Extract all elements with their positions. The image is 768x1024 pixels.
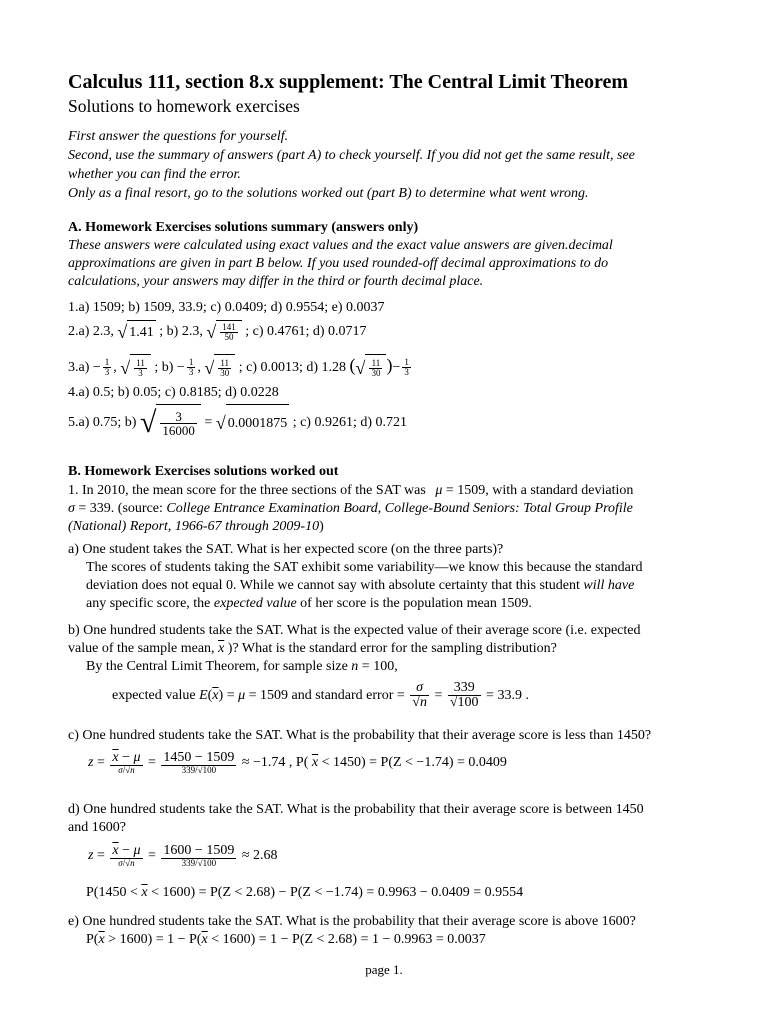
section-a-heading: A. Homework Exercises solutions summary (answers only) bbox=[68, 220, 419, 235]
answer-1: 1.a) 1509; b) 1509, 33.9; c) 0.0409; d) 0.9554; e) 0.0037 bbox=[68, 300, 385, 315]
section-b-heading: B. Homework Exercises solutions worked out bbox=[68, 464, 339, 479]
intro-line: First answer the questions for yourself. bbox=[68, 129, 289, 144]
intro-line: Second, use the summary of answers (part A) to check yourself. If you did not get the same result, see bbox=[68, 148, 635, 163]
question-b: b) One hundred students take the SAT. What is the expected value of their average score (i.e. expected bbox=[68, 623, 641, 638]
intro-line: Only as a final resort, go to the solutions worked out (part B) to determine what went wrong. bbox=[68, 186, 589, 201]
answer-e-probability: $P(\overline{x} > 1600) = 1 - P(\overline{x} < 1600) = 1 - P(Z < 2.68) = 1 - 0.9963 = 0.0037$ bbox=[86, 932, 486, 947]
section-a-note: approximations are given in part B below. If you used rounded-off decimal approximations to do bbox=[68, 256, 609, 271]
section-a-note: These answers were calculated using exact values and the exact value answers are given.decimal bbox=[68, 238, 613, 253]
sqrt-expr: √ $\frac{141}{50}$ bbox=[206, 320, 241, 344]
answer-5: 5.a) 0.75; b) √ $\frac{3}{16000}$ = √ 0.0001875 ; c) 0.9261; d) 0.721 bbox=[68, 404, 407, 442]
section-a-note: calculations, your answers may differ in the third or fourth decimal place. bbox=[68, 274, 484, 289]
intro-line: whether you can find the error. bbox=[68, 167, 241, 182]
page-subtitle: Solutions to homework exercises bbox=[68, 96, 300, 116]
page-number: page 1. bbox=[365, 962, 403, 977]
question-1-line: 1. In 2010, the mean score for the three sections of the SAT was μ = 1509, with a standard deviation bbox=[68, 483, 634, 498]
answer-3: 3.a) − $\frac{1}{3}$ , √ $\frac{11}{3}$ ; b) − $\frac{1}{3}$ , √ $\frac{11}{30}$ ; c) 0.0013; d) 1.28 (√ $\frac{11}{30}$ )− $\frac{1}{3}$ bbox=[68, 352, 413, 382]
answer-c-formula: z = $\frac{\overline{x} - \mu}{\sigma/√n}$ = $\frac{1450 - 1509}{339/√100}$ ≈ −1.74 , P( $\overline{x} < 1450) = P(Z < -1.74) = 0.0409$ bbox=[88, 749, 507, 775]
question-d: d) One hundred students take the SAT. What is the probability that their average score is between 1450 bbox=[68, 802, 644, 817]
question-1-line: σ = 339. (source: College Entrance Examination Board, College-Bound Seniors: Total Group Profile bbox=[68, 501, 633, 516]
answer-a-line: The scores of students taking the SAT exhibit some variability—we know this because the standard bbox=[86, 560, 643, 575]
answer-2: 2.a) 2.3, √ 1.41 ; b) 2.3, √ $\frac{141}{50}$ ; c) 0.4761; d) 0.0717 bbox=[68, 322, 367, 343]
answer-a-line: any specific score, the expected value of her score is the population mean 1509. bbox=[86, 596, 532, 611]
answer-a-line: deviation does not equal 0. While we cannot say with absolute certainty that this student will have bbox=[86, 578, 635, 593]
question-1-line: (National) Report, 1966-67 through 2009-10) bbox=[68, 519, 324, 534]
answer-d-formula: z = $\frac{\overline{x} - \mu}{\sigma/√n}$ = $\frac{1600 - 1509}{339/√100}$ ≈ 2.68 bbox=[88, 842, 278, 868]
answer-4: 4.a) 0.5; b) 0.05; c) 0.8185; d) 0.0228 bbox=[68, 385, 279, 400]
question-c: c) One hundred students take the SAT. What is the probability that their average score is less than 1450? bbox=[68, 728, 652, 743]
question-e: e) One hundred students take the SAT. What is the probability that their average score is above 1600? bbox=[68, 914, 636, 929]
answer-d-probability: $P(1450 < \overline{x} < 1600) = P(Z < 2.68) - P(Z < -1.74) = 0.9963 - 0.0409 = 0.9554$ bbox=[86, 885, 524, 900]
answer-b-formula: expected value $E(\overline{x}) = \mu = 1509$ and standard error = $\frac{\sigma}{√n}$ = $\frac{339}{√100}$ = 33.9 . bbox=[112, 680, 529, 711]
question-d: and 1600? bbox=[68, 820, 126, 835]
question-b: value of the sample mean, $\overline{x}$ )? What is the standard error for the sampling distribution? bbox=[68, 641, 557, 656]
page-title: Calculus 111, section 8.x supplement: The Central Limit Theorem bbox=[68, 71, 629, 93]
sqrt-expr: √ 1.41 bbox=[117, 322, 154, 342]
answer-b: By the Central Limit Theorem, for sample size n = 100, bbox=[86, 659, 398, 674]
question-a: a) One student takes the SAT. What is her expected score (on the three parts)? bbox=[68, 542, 504, 557]
